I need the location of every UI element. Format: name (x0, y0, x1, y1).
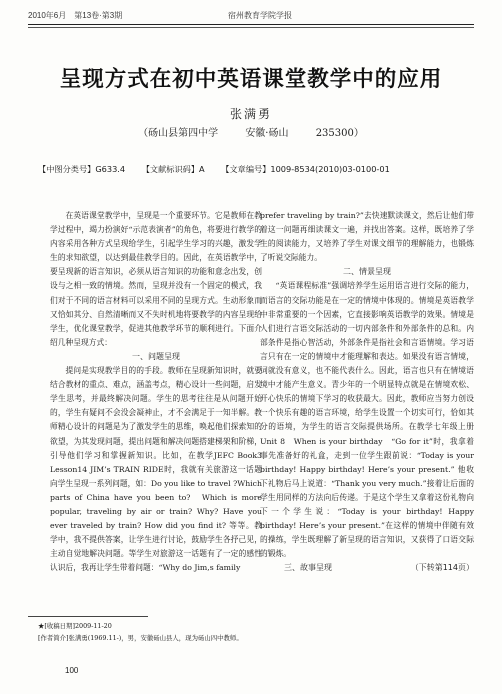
left-column (50, 209, 262, 575)
author-affiliation (0, 124, 502, 139)
classification-line (38, 164, 482, 175)
section-heading-3: 三、故事呈现 (284, 563, 332, 573)
affiliation-postcode: 235300） (315, 128, 364, 139)
author-name: 张满勇 (229, 107, 272, 121)
continued-note: （下转第114页） (410, 563, 474, 573)
article-title: 呈现方式在初中英语课堂教学中的应用 (59, 67, 443, 92)
continuation-paragraph: prefer traveling by train?”去快速默读课文，然后让他们带着这一问题再细读课文一遍，并找出答案。这样，既培养了学生的阅读能力，又培养了学生对课文细节的理解能力，也锻炼了听说交际能力。 (260, 211, 474, 263)
article-number: 【文章编号】1009-8534(2010)03-0100-01 (221, 164, 390, 174)
received-date: ★[收稿日期]2009-11-20 (38, 622, 112, 630)
section-heading-2: 二、情景呈现 (343, 267, 391, 277)
intro-paragraph: 在英语课堂教学中，呈现是一个重要环节。它是教师在教学过程中，竭力扮演好“示范表演者”的角色，将要进行教学的内容采用各种方式呈现给学生，引起学生学习的兴趣，激发学生的求知欲望，以达到最佳教学目的。因此，在英语教学中，要呈现新的语言知识，必须从语言知识的功能和意念出发，创设与之相一致的情境。然而，呈现并没有一个固定的模式，我们对于不同的语言材料可以采用不同的呈现方式。生动形象而又恰如其分、自然清晰而又不失时机地将要教学的内容呈现给学生，优化课堂教学，促进其他教学环节的顺利进行。下面介绍几种呈现方式： (50, 211, 262, 347)
header-rule-thin (28, 27, 474, 28)
author-bio: [作者简介]张满勇(1969.11-)，男，安徽砀山县人，现为砀山四中教师。 (38, 634, 243, 642)
issue-info: 2010年6月 第13卷·第3期 (28, 11, 123, 20)
clc-number: 【中图分类号】G633.4 (38, 164, 126, 174)
situation-paragraph: “英语课程标准”强调培养学生运用语言进行交际的能力，而语言的交际功能是在一定的情境中体现的。情境是英语教学中非常重要的一个因素，它直接影响英语教学的效果。情境是人们进行言语交际活动的一切内部条件和外部条件的总和。内部条件是指心智活动，外部条件是指社会和言语情境。学习语言只有在一定的情境中才能理解和表达。如果没有语言情境，词就没有意义，也不能代表什么。因此，语言也只有在情境语境中才能产生意义。青少年的一个明显特点就是在情境欢松、开心快乐的情境下学习的收获最大。因此，教师应当努力创设一个快乐有趣的语言环境，给学生设置一个切实可行，恰如其分的语境，为学生的语言交际提供场所。在教学七年级上册Unit 8 When is your birthday “Go for it”时，我拿着事先准备好的礼盒，走到一位学生跟前说：“Today is your birthday! Happy birthday! Here’s your present.” 他收下礼物后马上说道：“Thank you very much.”接着让后面的学生用同样的方法向后传递。于是这个学生又拿着这份礼物向下一个学生说：“Today is your birthday! Happy birthday! Here’s your present.”在这样的情境中伴随有效的操练，学生既理解了新呈现的语言知识，又获得了口语交际的锻炼。 (260, 281, 474, 559)
section-heading-1: 一、问题呈现 (132, 351, 180, 361)
affiliation-unit: （砀山县第四中学 (138, 128, 219, 139)
page-number: 100 (65, 666, 79, 675)
footnote-rule (28, 616, 148, 617)
question-paragraph: 提问是实现教学目的的手段。教师在呈现新知识时，就要结合教材的重点、难点，涵盖考点，精心设计一些问题，启发学生思考，并最终解决问题。学生的思考往往是从问题开始的，学生有疑问不会没会凝神止，才不会满足于一知半解。教师精心设计的问题是为了激发学生的思维，唤起他们探索知的欲望，为其发现问题，提出问题和解决问题搭建梯架和阶梯，引导他们学习和掌握新知识。比如，在教学JEFC Book3 Lesson14 JIM’s TRAIN RIDE时，我就有关旅游这一话题向学生呈现一系列问题，如：Do you like to travel ?Which parts of China have you been to? Which is more popular, traveling by air or train? Why? Have you ever traveled by train? How did you find it? 等等。教学中，我不提供答案，让学生进行讨论，鼓励学生各抒己见，主动自觉地解决问题。等学生对旅游这一话题有了一定的感性认识后，我再让学生带着问题：“Why do Jim,s family (50, 366, 262, 573)
affiliation-location: 安徽·砀山 (245, 128, 289, 139)
header-rule (28, 24, 474, 25)
section-heading-3-row (260, 561, 474, 575)
document-code: 【文献标识码】A (141, 164, 205, 174)
right-column (260, 209, 474, 575)
journal-name: 宿州教育学院学报 (228, 11, 292, 20)
